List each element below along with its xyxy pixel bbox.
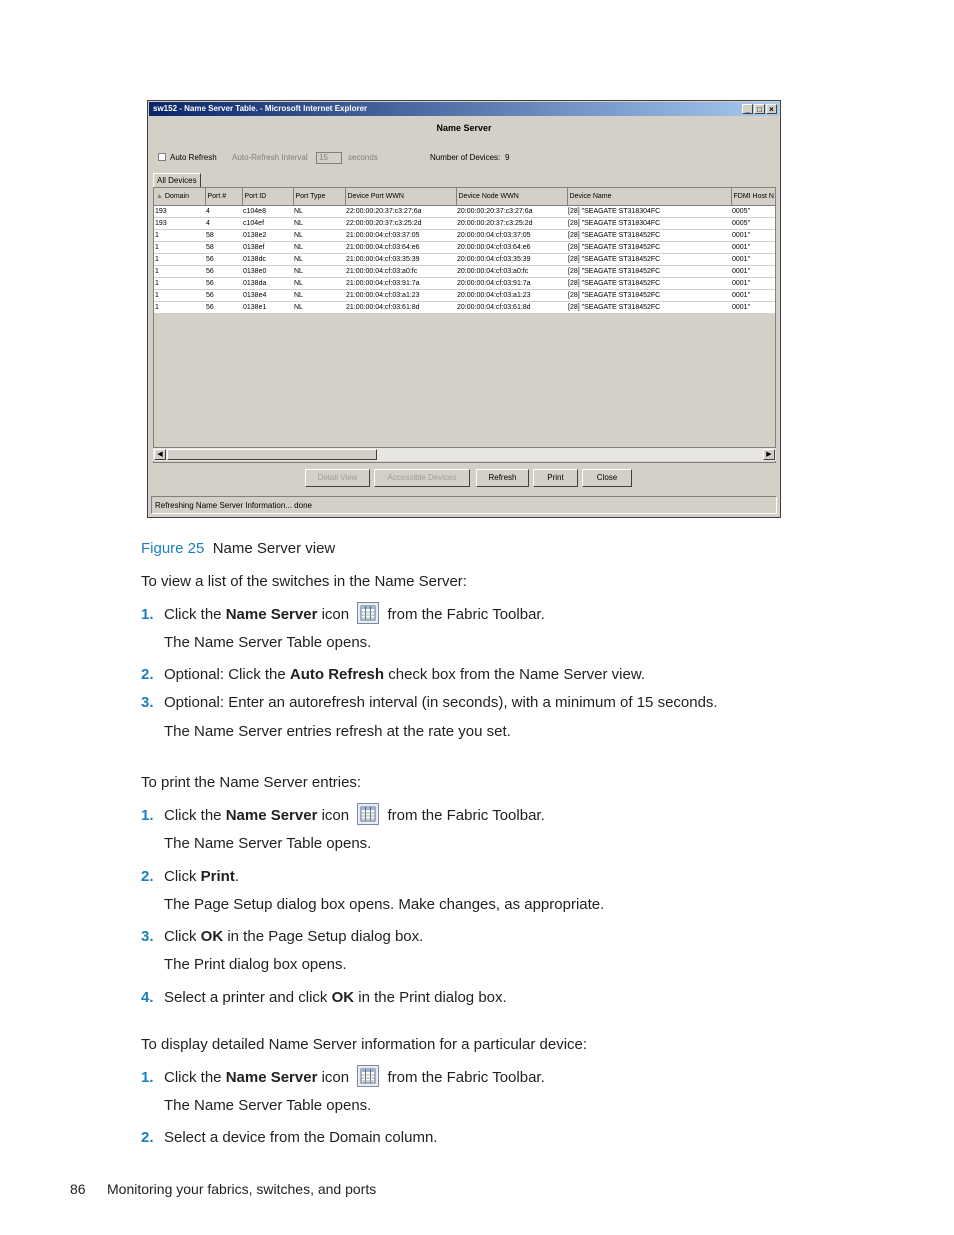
device-count-label: Number of Devices: bbox=[430, 153, 501, 162]
step-number: 2. bbox=[141, 666, 154, 683]
table-row[interactable] bbox=[154, 254, 776, 266]
step-text: Select a device from the Domain column. bbox=[164, 1129, 438, 1146]
scroll-right-icon[interactable]: ▶ bbox=[763, 449, 775, 460]
window-title: sw152 - Name Server Table. - Microsoft Internet Explorer bbox=[153, 104, 368, 113]
step-text: Select a printer and click OK in the Print dialog box. bbox=[164, 989, 507, 1006]
scrollbar-thumb[interactable] bbox=[167, 449, 377, 460]
step-number: 1. bbox=[141, 606, 154, 623]
name-server-window bbox=[147, 100, 781, 518]
table-cell: 0001" bbox=[731, 302, 776, 314]
table-cell: NL bbox=[293, 230, 345, 242]
table-cell: [28] "SEAGATE ST318452FC bbox=[567, 302, 731, 314]
table-cell: 0001" bbox=[731, 278, 776, 290]
interval-input[interactable]: 15 bbox=[316, 152, 342, 164]
table-cell: [28] "SEAGATE ST318452FC bbox=[567, 242, 731, 254]
page-number: 86 bbox=[70, 1181, 86, 1197]
table-cell: 21:00:00:04:cf:03:64:e6 bbox=[345, 242, 456, 254]
step-number: 1. bbox=[141, 1069, 154, 1086]
table-cell: 20:00:00:20:37:c3:27:6a bbox=[456, 206, 567, 218]
column-header-device-port-wwn[interactable]: Device Port WWN bbox=[345, 188, 456, 206]
table-row[interactable] bbox=[154, 206, 776, 218]
step-number: 2. bbox=[141, 868, 154, 885]
name-server-heading: Name Server bbox=[436, 123, 492, 133]
figure-caption bbox=[141, 540, 335, 558]
print-button[interactable]: Print bbox=[533, 469, 578, 487]
table-cell: NL bbox=[293, 266, 345, 278]
column-header-port-number[interactable]: Port # bbox=[205, 188, 242, 206]
scroll-left-icon[interactable]: ◀ bbox=[154, 449, 166, 460]
table-cell: 0138dc bbox=[242, 254, 293, 266]
table-cell: 21:00:00:04:cf:03:37:05 bbox=[345, 230, 456, 242]
table-cell: NL bbox=[293, 302, 345, 314]
table-cell: NL bbox=[293, 218, 345, 230]
minimize-icon[interactable]: _ bbox=[742, 104, 753, 114]
table-cell: [28] "SEAGATE ST318452FC bbox=[567, 278, 731, 290]
table-row[interactable] bbox=[154, 266, 776, 278]
section1-intro: To view a list of the switches in the Name Server: bbox=[141, 573, 467, 590]
name-server-table-icon bbox=[357, 1065, 379, 1087]
table-cell: 21:00:00:04:cf:03:61:8d bbox=[345, 302, 456, 314]
step-result: The Name Server Table opens. bbox=[164, 634, 372, 651]
step-text: Click the Name Server icon from the Fabric Toolbar. bbox=[164, 807, 545, 825]
table-cell: 0138da bbox=[242, 278, 293, 290]
figure-label: Figure 25 bbox=[141, 540, 205, 557]
table-cell: 20:00:00:20:37:c3:25:2d bbox=[456, 218, 567, 230]
table-cell: 56 bbox=[205, 290, 242, 302]
table-cell: 4 bbox=[205, 218, 242, 230]
section2-intro: To print the Name Server entries: bbox=[141, 774, 362, 791]
name-server-table bbox=[154, 188, 776, 314]
table-cell: 20:00:00:04:cf:03:a1:23 bbox=[456, 290, 567, 302]
table-cell: 1 bbox=[154, 302, 205, 314]
table-cell: 20:00:00:04:cf:03:61:8d bbox=[456, 302, 567, 314]
table-cell: 21:00:00:04:cf:03:91:7a bbox=[345, 278, 456, 290]
step-text: Click OK in the Page Setup dialog box. bbox=[164, 928, 424, 945]
maximize-icon[interactable]: □ bbox=[754, 104, 765, 114]
column-header-port-type[interactable]: Port Type bbox=[293, 188, 345, 206]
table-cell: NL bbox=[293, 290, 345, 302]
table-row[interactable] bbox=[154, 230, 776, 242]
step-result: The Print dialog box opens. bbox=[164, 956, 347, 973]
step-number: 2. bbox=[141, 1129, 154, 1146]
table-cell: [28] "SEAGATE ST318452FC bbox=[567, 290, 731, 302]
table-cell: 56 bbox=[205, 254, 242, 266]
interval-label: Auto-Refresh Interval bbox=[232, 153, 308, 162]
step-number: 3. bbox=[141, 694, 154, 711]
step-text: Optional: Enter an autorefresh interval (in seconds), with a minimum of 15 seconds. bbox=[164, 694, 718, 711]
table-cell: NL bbox=[293, 242, 345, 254]
name-server-table-icon bbox=[357, 602, 379, 624]
auto-refresh-label: Auto Refresh bbox=[170, 153, 217, 162]
table-cell: 1 bbox=[154, 242, 205, 254]
step-number: 3. bbox=[141, 928, 154, 945]
step-text: Click the Name Server icon from the Fabric Toolbar. bbox=[164, 1069, 545, 1087]
table-row[interactable] bbox=[154, 218, 776, 230]
footer-section-title: Monitoring your fabrics, switches, and ports bbox=[107, 1181, 377, 1197]
name-server-table-area bbox=[153, 187, 776, 463]
step-text: Optional: Click the Auto Refresh check box from the Name Server view. bbox=[164, 666, 646, 683]
column-header-device-node-wwn[interactable]: Device Node WWN bbox=[456, 188, 567, 206]
table-cell: 193 bbox=[154, 206, 205, 218]
table-cell: 22:00:00:20:37:c3:25:2d bbox=[345, 218, 456, 230]
table-cell: 1 bbox=[154, 230, 205, 242]
table-cell: 56 bbox=[205, 266, 242, 278]
tab-all-devices[interactable]: All Devices bbox=[153, 173, 201, 187]
section3-intro: To display detailed Name Server information for a particular device: bbox=[141, 1036, 588, 1053]
table-cell: 20:00:00:04:cf:03:a0:fc bbox=[456, 266, 567, 278]
column-header-domain[interactable]: ▲ Domain bbox=[154, 188, 205, 206]
table-cell: 20:00:00:04:cf:03:91:7a bbox=[456, 278, 567, 290]
table-cell: 58 bbox=[205, 230, 242, 242]
table-cell: 0005" bbox=[731, 218, 776, 230]
step-result: The Name Server Table opens. bbox=[164, 835, 372, 852]
table-cell: [28] "SEAGATE ST318452FC bbox=[567, 230, 731, 242]
table-cell: 0138e4 bbox=[242, 290, 293, 302]
table-cell: 20:00:00:04:cf:03:64:e6 bbox=[456, 242, 567, 254]
table-cell: 58 bbox=[205, 242, 242, 254]
table-cell: 0001" bbox=[731, 290, 776, 302]
refresh-button[interactable]: Refresh bbox=[476, 469, 529, 487]
table-cell: 21:00:00:04:cf:03:a1:23 bbox=[345, 290, 456, 302]
table-row[interactable] bbox=[154, 278, 776, 290]
table-cell: 56 bbox=[205, 278, 242, 290]
close-icon[interactable]: × bbox=[766, 104, 777, 114]
step-result: The Page Setup dialog box opens. Make changes, as appropriate. bbox=[164, 896, 605, 913]
device-count: 9 bbox=[505, 153, 510, 162]
table-cell: 0001" bbox=[731, 254, 776, 266]
table-cell: 0001" bbox=[731, 230, 776, 242]
table-cell: 0138e2 bbox=[242, 230, 293, 242]
column-header-device-name[interactable]: Device Name bbox=[567, 188, 731, 206]
close-button[interactable]: Close bbox=[582, 469, 632, 487]
seconds-label: seconds bbox=[348, 153, 378, 162]
table-cell: 0001" bbox=[731, 266, 776, 278]
step-result: The Name Server Table opens. bbox=[164, 1097, 372, 1114]
table-header-row bbox=[154, 188, 776, 206]
step-text: Click the Name Server icon from the Fabric Toolbar. bbox=[164, 606, 545, 624]
status-bar: Refreshing Name Server Information... done bbox=[151, 496, 777, 514]
table-cell: 21:00:00:04:cf:03:35:39 bbox=[345, 254, 456, 266]
table-cell: 0138e0 bbox=[242, 266, 293, 278]
table-cell: [28] "SEAGATE ST318304FC bbox=[567, 206, 731, 218]
table-cell: 21:00:00:04:cf:03:a0:fc bbox=[345, 266, 456, 278]
table-cell: NL bbox=[293, 254, 345, 266]
table-cell: 193 bbox=[154, 218, 205, 230]
table-cell: [28] "SEAGATE ST318304FC bbox=[567, 218, 731, 230]
figure-title: Name Server view bbox=[212, 540, 336, 557]
horizontal-scrollbar[interactable] bbox=[153, 447, 776, 461]
options-row bbox=[158, 152, 758, 166]
table-cell: 0138ef bbox=[242, 242, 293, 254]
table-cell: c104e8 bbox=[242, 206, 293, 218]
column-header-port-id[interactable]: Port ID bbox=[242, 188, 293, 206]
table-cell: 0138e1 bbox=[242, 302, 293, 314]
window-title-bar bbox=[149, 102, 779, 116]
name-server-table-icon bbox=[357, 803, 379, 825]
table-row[interactable] bbox=[154, 290, 776, 302]
table-cell: 0005" bbox=[731, 206, 776, 218]
table-cell: NL bbox=[293, 206, 345, 218]
table-row[interactable] bbox=[154, 302, 776, 314]
table-cell: 20:00:00:04:cf:03:37:05 bbox=[456, 230, 567, 242]
table-cell: NL bbox=[293, 278, 345, 290]
table-row[interactable] bbox=[154, 242, 776, 254]
step-text: Click Print. bbox=[164, 868, 240, 885]
table-cell: 56 bbox=[205, 302, 242, 314]
table-cell: 1 bbox=[154, 266, 205, 278]
accessible-devices-button[interactable]: Accessible Devices bbox=[374, 469, 470, 487]
table-cell: 20:00:00:04:cf:03:35:39 bbox=[456, 254, 567, 266]
table-cell: c104ef bbox=[242, 218, 293, 230]
step-number: 4. bbox=[141, 989, 154, 1006]
detail-view-button[interactable]: Detail View bbox=[305, 469, 370, 487]
table-cell: 0001" bbox=[731, 242, 776, 254]
table-cell: 4 bbox=[205, 206, 242, 218]
step-number: 1. bbox=[141, 807, 154, 824]
auto-refresh-checkbox[interactable] bbox=[158, 153, 166, 161]
table-cell: 1 bbox=[154, 290, 205, 302]
column-header-fdmi-host[interactable]: FDMI Host N bbox=[731, 188, 776, 206]
table-cell: [28] "SEAGATE ST318452FC bbox=[567, 254, 731, 266]
step-result: The Name Server entries refresh at the rate you set. bbox=[164, 723, 511, 740]
table-cell: 1 bbox=[154, 254, 205, 266]
table-cell: 1 bbox=[154, 278, 205, 290]
table-cell: 22:00:00:20:37:c3:27:6a bbox=[345, 206, 456, 218]
table-cell: [28] "SEAGATE ST318452FC bbox=[567, 266, 731, 278]
